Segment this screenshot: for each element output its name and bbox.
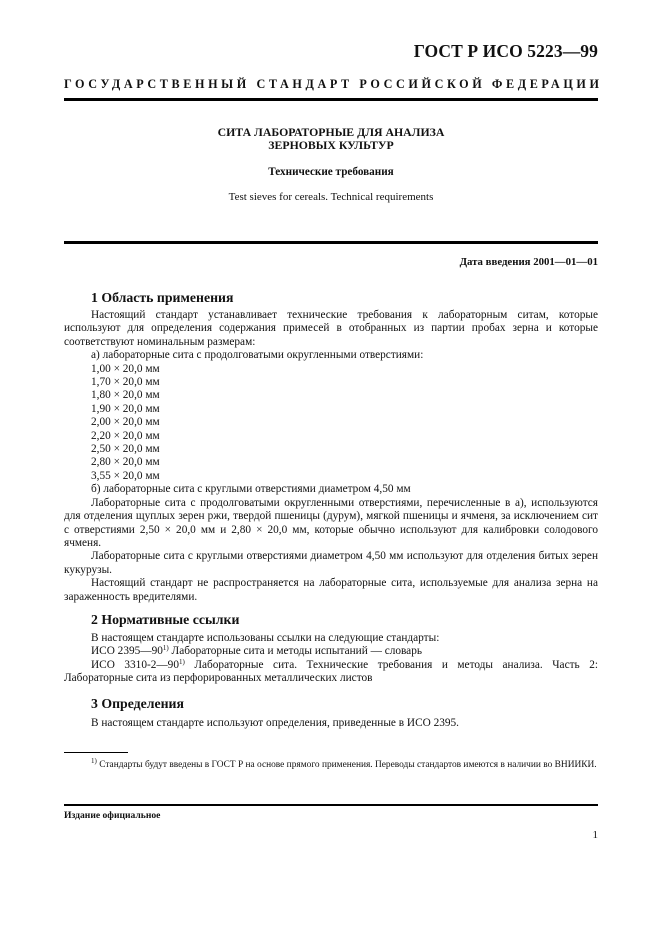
size-item: 1,70 × 20,0 мм (91, 376, 160, 389)
item-b: б) лабораторные сита с круглыми отверстиями диаметром 4,50 мм (91, 483, 411, 496)
size-item: 2,80 × 20,0 мм (91, 456, 160, 469)
section-3 (64, 696, 598, 712)
footnote-text: Стандарты будут введены в ГОСТ Р на основе прямого применения. Переводы стандартов имеются в наличии во ВНИИКИ. (96, 760, 597, 770)
english-title: Test sieves for cereals. Technical requirements (228, 191, 434, 203)
section-1-intro: Настоящий стандарт устанавливает технические требования к лабораторным ситам, которые используют для определения содержания примесей в отобранных из партии пробах зерна и которые соответствуют номинальным размерам: (64, 309, 598, 348)
title-line-1: СИТА ЛАБОРАТОРНЫЕ ДЛЯ АНАЛИЗА (217, 125, 445, 139)
reference-code: ИСО 3310-2—90 (91, 658, 179, 671)
section-3-heading: 3 Определения (91, 696, 184, 711)
size-item: 3,55 × 20,0 мм (91, 469, 160, 482)
reference-text: Лабораторные сита и методы испытаний — словарь (168, 645, 422, 658)
section-1-heading: 1 Область применения (91, 290, 234, 305)
reference-item (64, 659, 598, 686)
introduction-date: Дата введения 2001—01—01 (459, 256, 598, 268)
sizes-list (64, 363, 598, 484)
size-item: 2,00 × 20,0 мм (91, 416, 160, 429)
document-subtitle: Технические требования (268, 166, 394, 178)
reference-item (64, 645, 598, 658)
size-item: 1,90 × 20,0 мм (91, 402, 160, 415)
official-edition-label: Издание официальное (64, 810, 161, 821)
section-2-intro: В настоящем стандарте использованы ссылки на следующие стандарты: (91, 632, 440, 644)
document-code: ГОСТ Р ИСО 5223—99 (413, 41, 598, 61)
size-item: 2,20 × 20,0 мм (91, 429, 160, 442)
footnote-mark: 1) (162, 644, 169, 653)
size-item: 2,50 × 20,0 мм (91, 443, 160, 456)
section-1-paragraph-4: Настоящий стандарт не распространяется на лабораторные сита, используемые для анализа зерна на зараженность вредителями. (64, 577, 598, 603)
footer-rule (64, 804, 598, 806)
section-1-body (64, 309, 598, 604)
reference-code: ИСО 2395—90 (91, 645, 163, 658)
title-line-2: ЗЕРНОВЫХ КУЛЬТУР (268, 138, 394, 152)
document-title (64, 126, 598, 152)
footnote (64, 759, 598, 771)
reference-text: Лабораторные сита. Технические требования и методы анализа. Часть 2: Лабораторные сита из перфорированных металлических листов (64, 658, 598, 685)
section-3-intro: В настоящем стандарте используют определения, приведенные в ИСО 2395. (91, 717, 460, 729)
footnote-rule (64, 752, 128, 753)
page-number: 1 (592, 829, 598, 841)
footnote-mark: 1) (91, 757, 97, 765)
size-item: 1,80 × 20,0 мм (91, 389, 160, 402)
section-1 (64, 290, 598, 306)
footnote-mark: 1) (178, 657, 185, 666)
size-item: 1,00 × 20,0 мм (91, 362, 160, 375)
section-3-body (64, 717, 598, 730)
header-rule (64, 98, 598, 101)
state-standard-title: ГОСУДАРСТВЕННЫЙ СТАНДАРТ РОССИЙСКОЙ ФЕДЕРАЦИИ (64, 77, 603, 91)
section-2 (64, 612, 598, 628)
title-rule (64, 241, 598, 244)
section-2-body (64, 632, 598, 686)
item-a: а) лабораторные сита с продолговатыми округленными отверстиями: (91, 349, 424, 362)
section-2-heading: 2 Нормативные ссылки (91, 612, 240, 627)
section-1-paragraph-3: Лабораторные сита с круглыми отверстиями диаметром 4,50 мм используют для отделения битых зерен кукурузы. (64, 550, 598, 576)
section-1-paragraph-2: Лабораторные сита с продолговатыми округленными отверстиями, перечисленные в а), используются для отделения щуплых зерен ржи, твердой пшеницы (дурум), мягкой пшеницы и ячменя, за исключением сит с отверстиями 2,50 × 20,0 мм и 2,80 × 20,0 мм, которые обычно используют для калибровки солодового ячменя. (64, 496, 598, 549)
